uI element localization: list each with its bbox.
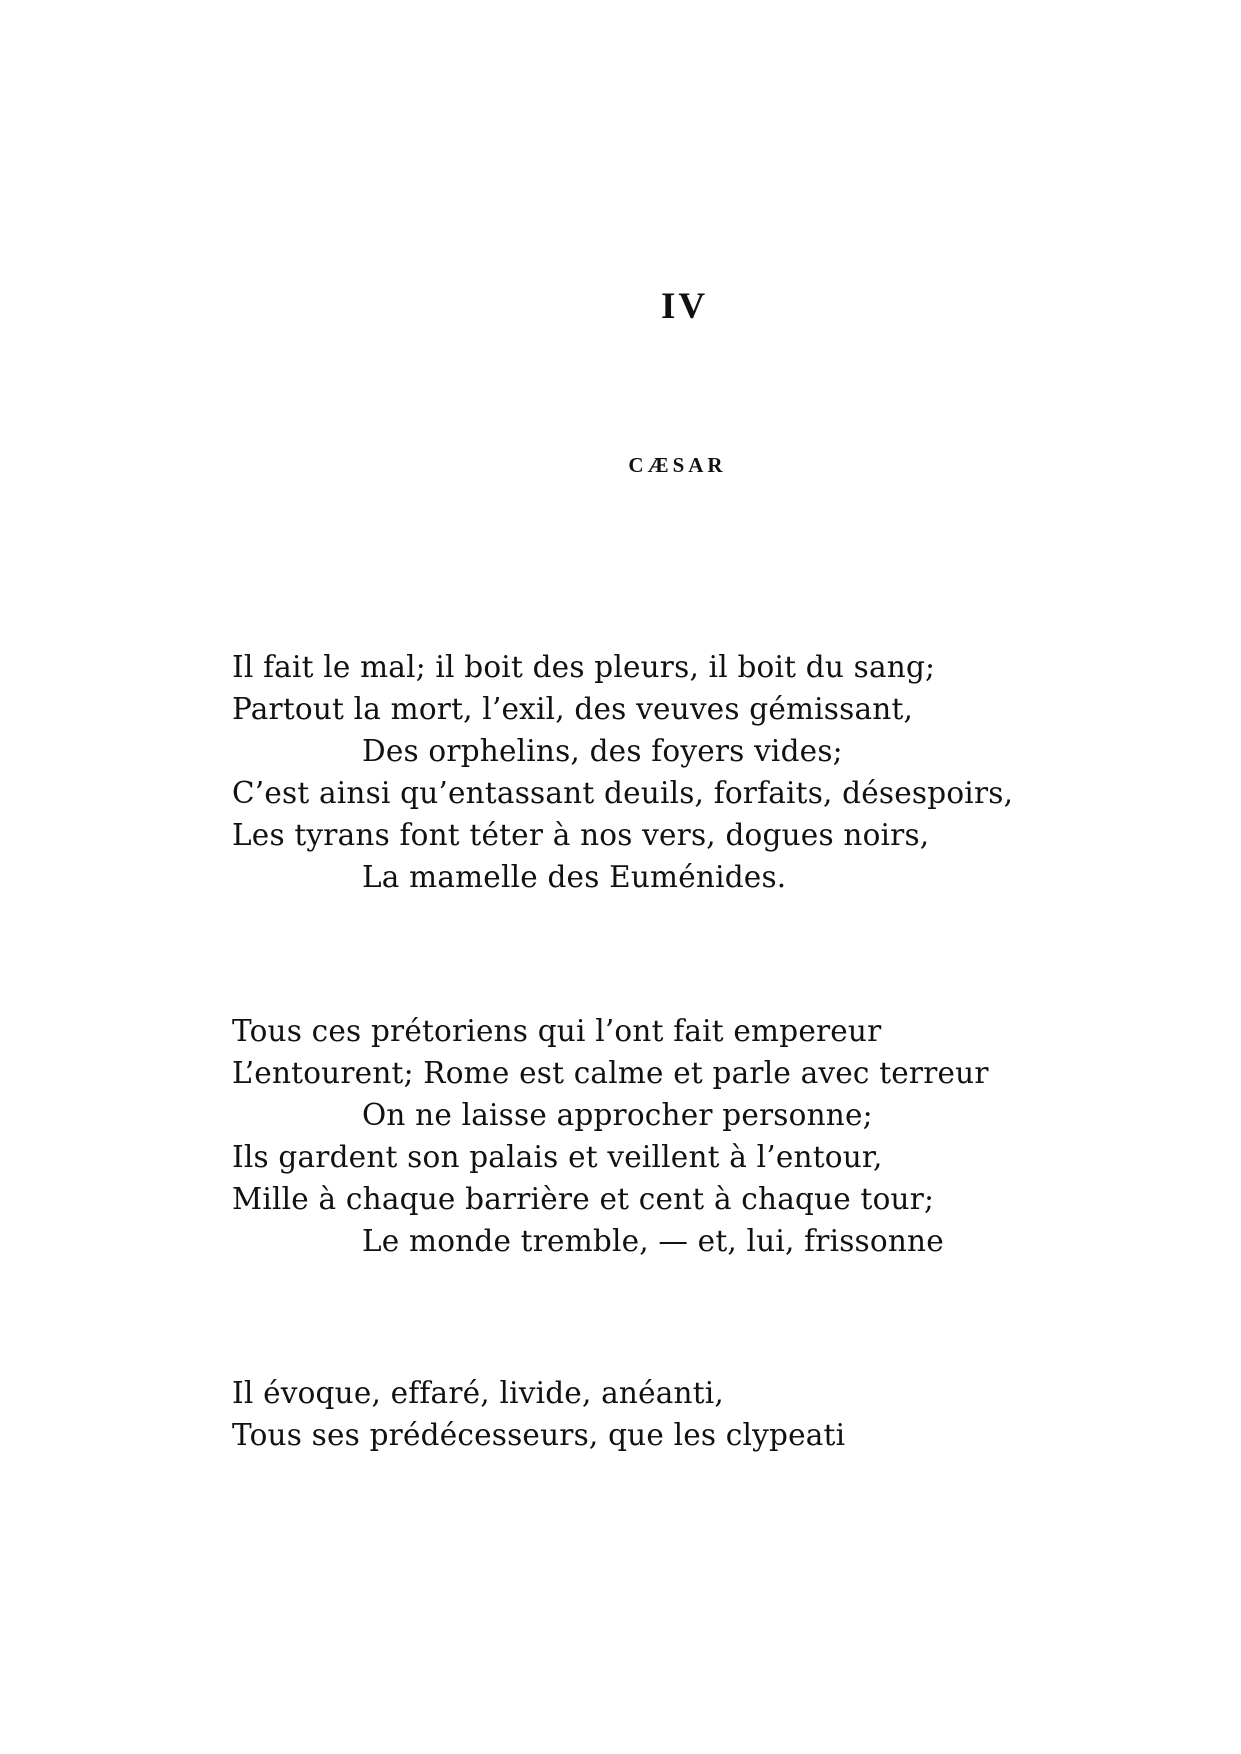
stanza-2 (232, 1010, 989, 1262)
verse-line: Tous ces prétoriens qui l’ont fait empereur (232, 1014, 882, 1048)
section-number: IV (660, 286, 709, 327)
stanza-3 (232, 1372, 845, 1456)
verse-line: C’est ainsi qu’entassant deuils, forfaits, désespoirs, (232, 776, 1014, 810)
verse-line: Ils gardent son palais et veillent à l’entour, (232, 1140, 883, 1174)
stanza-1 (232, 646, 1013, 898)
verse-line: Partout la mort, l’exil, des veuves gémissant, (232, 692, 914, 726)
verse-line-indented: On ne laisse approcher personne; (362, 1098, 873, 1132)
verse-line: Mille à chaque barrière et cent à chaque tour; (232, 1182, 935, 1216)
verse-line: Les tyrans font téter à nos vers, dogues noirs, (232, 818, 930, 852)
poem-title: CÆSAR (628, 453, 727, 477)
verse-line: Tous ses prédécesseurs, que les clypeati (232, 1418, 846, 1452)
verse-line: Il fait le mal; il boit des pleurs, il boit du sang; (232, 650, 936, 684)
verse-line-indented: Des orphelins, des foyers vides; (362, 734, 843, 768)
verse-line: Il évoque, effaré, livide, anéanti, (232, 1376, 725, 1410)
verse-line-indented: Le monde tremble, — et, lui, frissonne (362, 1224, 944, 1258)
verse-line-indented: La mamelle des Euménides. (362, 860, 787, 894)
verse-line: L’entourent; Rome est calme et parle avec terreur (232, 1056, 989, 1090)
